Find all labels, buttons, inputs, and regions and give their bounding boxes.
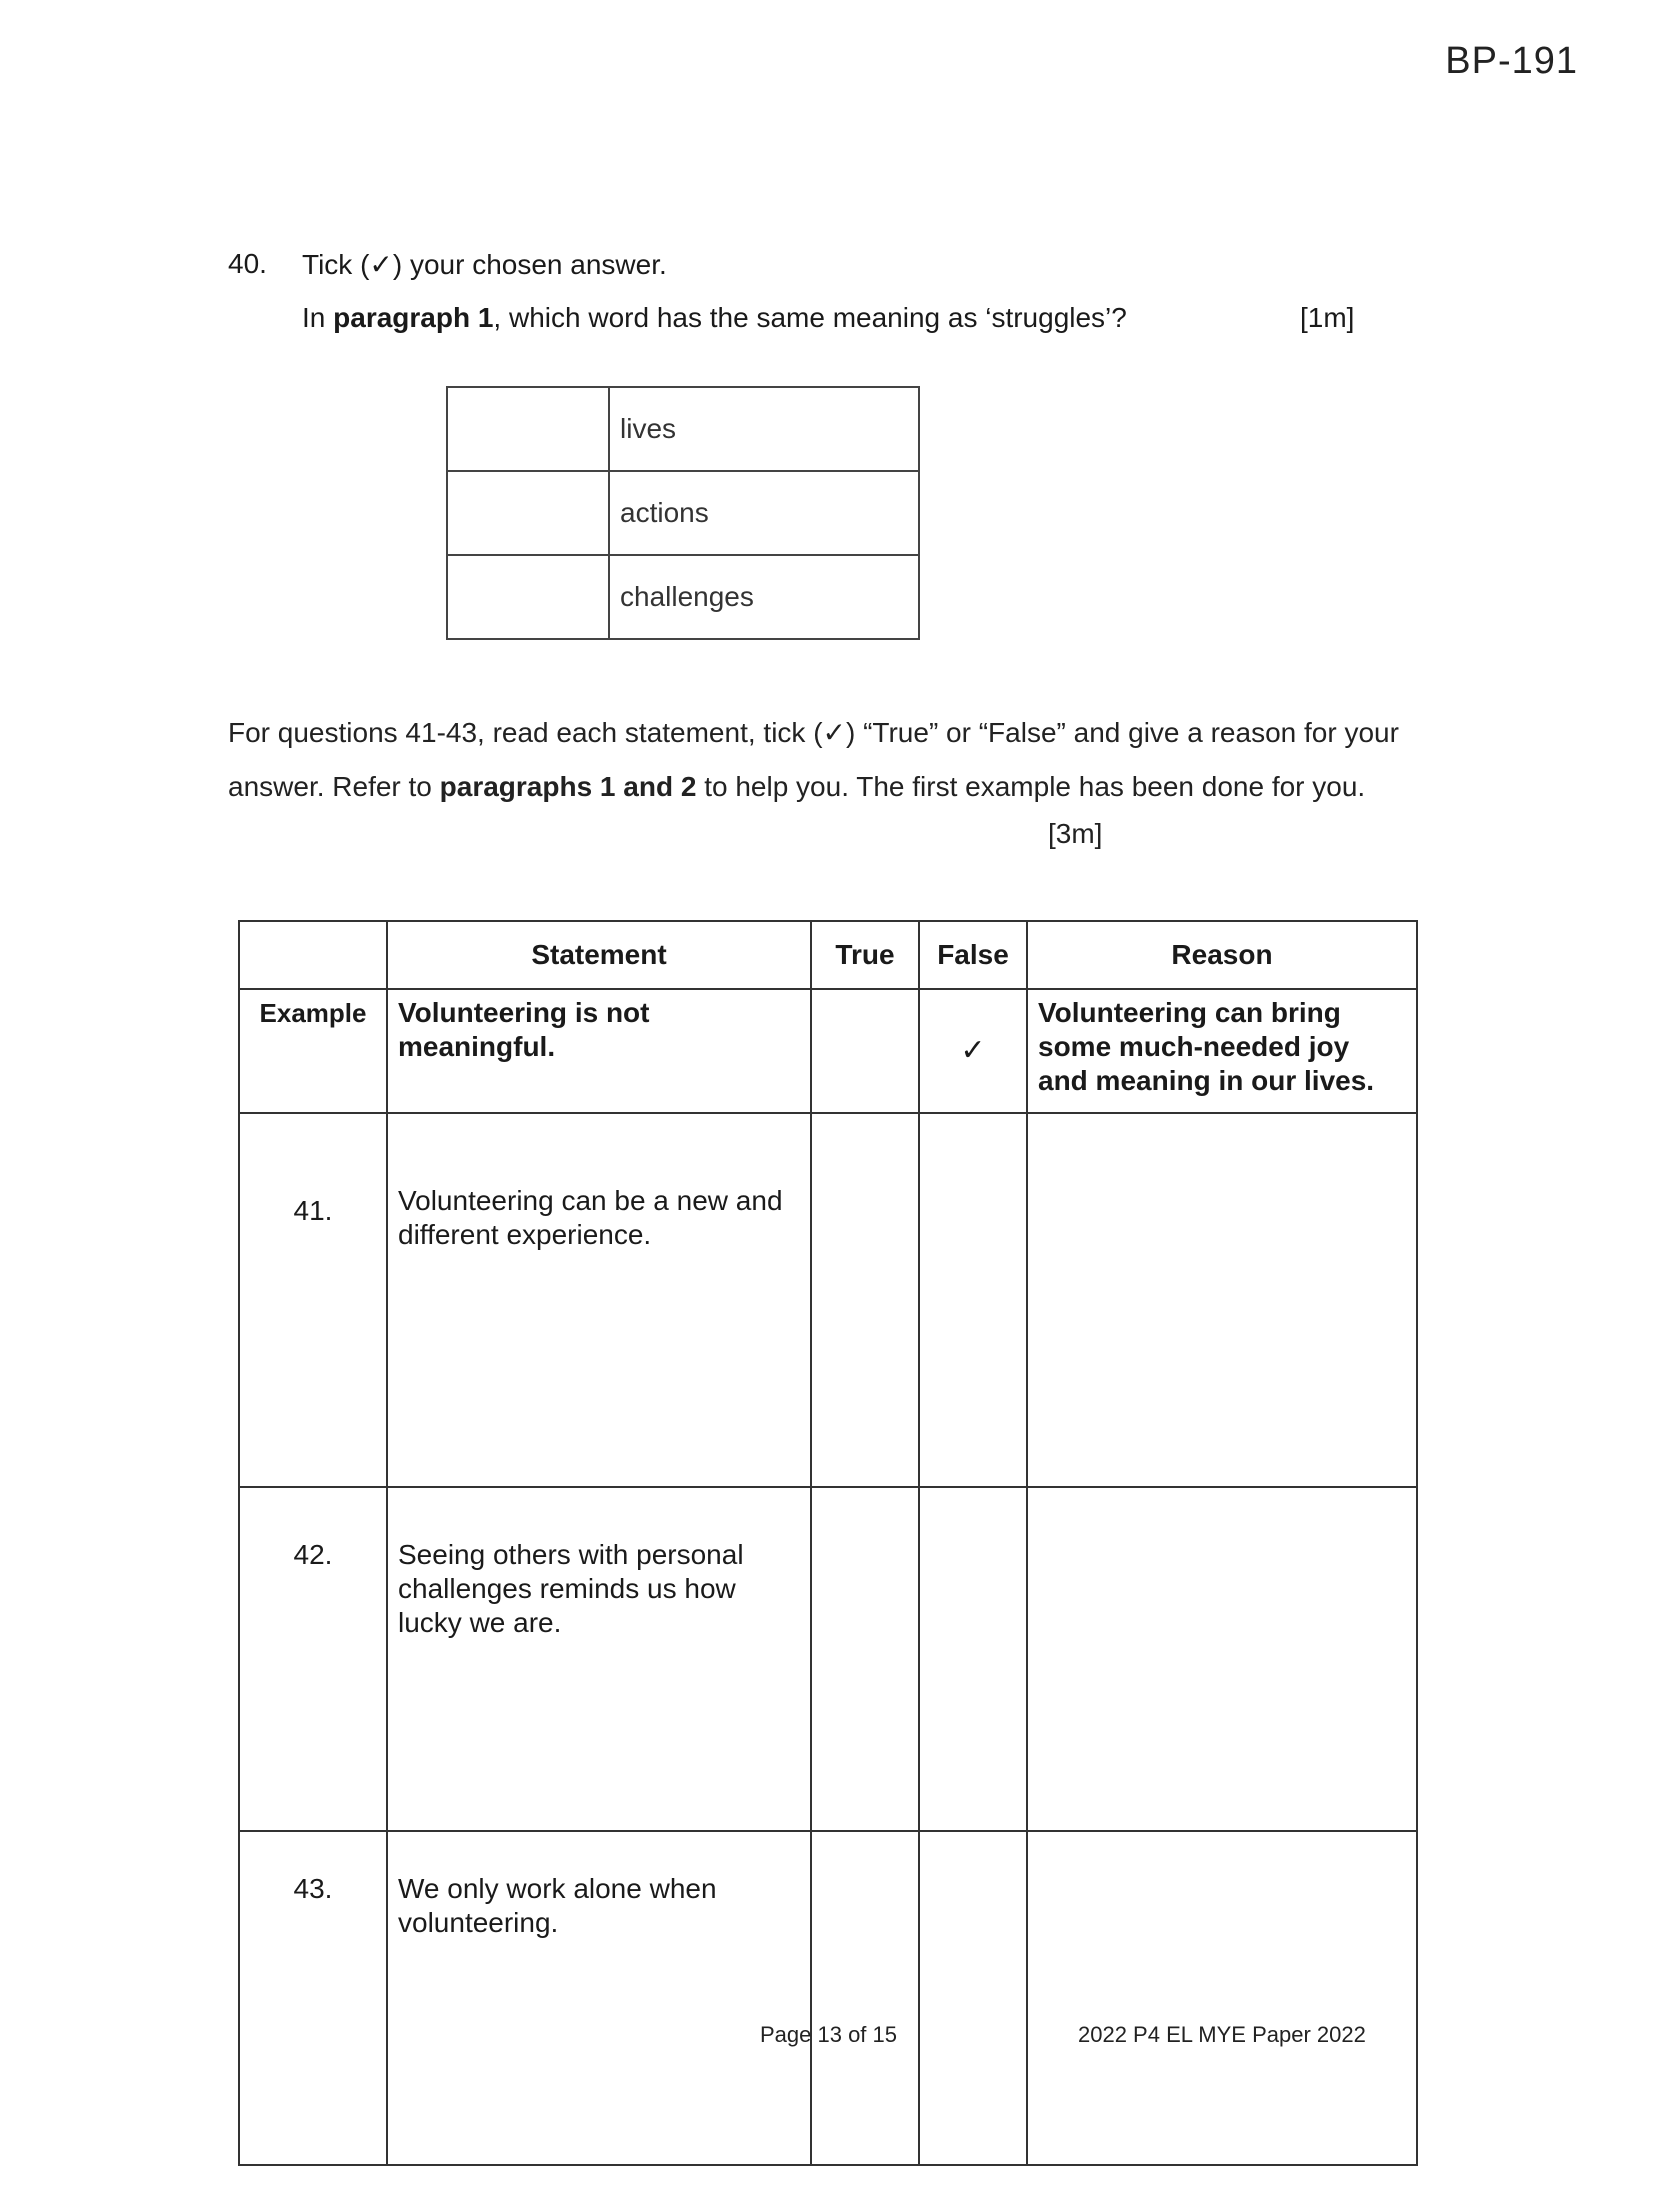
- prompt-post: , which word has the same meaning as ‘struggles’?: [493, 302, 1127, 333]
- true-tick-cell[interactable]: [811, 1487, 919, 1831]
- option-row: [447, 555, 919, 639]
- section-instructions: [228, 706, 1468, 814]
- false-tick-cell[interactable]: [919, 1831, 1027, 2165]
- question-number: 43.: [239, 1831, 387, 2165]
- example-label: Example: [239, 989, 387, 1113]
- option-tick-box[interactable]: [447, 555, 609, 639]
- example-reason: Volunteering can bring some much-needed joy and meaning in our lives.: [1027, 989, 1417, 1113]
- example-false-tick: ✓: [919, 989, 1027, 1113]
- false-tick-cell[interactable]: [919, 1487, 1027, 1831]
- header-label: [239, 921, 387, 989]
- option-row: [447, 387, 919, 471]
- reason-answer-cell[interactable]: [1027, 1113, 1417, 1487]
- reason-answer-cell[interactable]: [1027, 1831, 1417, 2165]
- question-40-number: 40.: [228, 248, 267, 279]
- true-tick-cell[interactable]: [811, 1831, 919, 2165]
- paper-name: 2022 P4 EL MYE Paper 2022: [1078, 2022, 1366, 2047]
- question-40-prompt: [302, 302, 1127, 334]
- question-statement: Seeing others with personal challenges reminds us how lucky we are.: [387, 1487, 811, 1831]
- example-row: [239, 989, 1417, 1113]
- instructions-part-2: to help you. The first example has been done for you.: [696, 771, 1366, 802]
- table-row: [239, 1487, 1417, 1831]
- option-word: actions: [609, 471, 919, 555]
- prompt-pre: In: [302, 302, 334, 333]
- question-40-options: [446, 386, 920, 640]
- header-true: True: [811, 921, 919, 989]
- question-statement: Volunteering can be a new and different experience.: [387, 1113, 811, 1487]
- option-word: lives: [609, 387, 919, 471]
- document-code: BP-191: [1445, 40, 1578, 82]
- header-reason: Reason: [1027, 921, 1417, 989]
- header-false: False: [919, 921, 1027, 989]
- prompt-bold: paragraph 1: [333, 302, 494, 333]
- option-tick-box[interactable]: [447, 387, 609, 471]
- question-number: 42.: [239, 1487, 387, 1831]
- question-40-instruction: Tick (✓) your chosen answer.: [302, 249, 667, 280]
- true-tick-cell[interactable]: [811, 1113, 919, 1487]
- section-marks: [3m]: [1048, 818, 1103, 849]
- table-row: [239, 1831, 1417, 2165]
- option-tick-box[interactable]: [447, 471, 609, 555]
- header-statement: Statement: [387, 921, 811, 989]
- option-row: [447, 471, 919, 555]
- question-number: 41.: [239, 1113, 387, 1487]
- reason-answer-cell[interactable]: [1027, 1487, 1417, 1831]
- false-tick-cell[interactable]: [919, 1113, 1027, 1487]
- example-true-cell: [811, 989, 919, 1113]
- instructions-bold: paragraphs 1 and 2: [439, 771, 697, 802]
- example-statement: Volunteering is not meaningful.: [387, 989, 811, 1113]
- table-row: [239, 1113, 1417, 1487]
- instructions-part-1: For questions 41-43, read each statement, tick (✓) “True” or “False” and give a reason for your answer. Refer to: [228, 717, 1399, 802]
- table-header-row: [239, 921, 1417, 989]
- question-statement: We only work alone when volunteering.: [387, 1831, 811, 2165]
- page-number: Page 13 of 15: [760, 2022, 898, 2047]
- true-false-table: [238, 920, 1418, 2166]
- option-word: challenges: [609, 555, 919, 639]
- question-40-marks: [1m]: [1300, 302, 1355, 333]
